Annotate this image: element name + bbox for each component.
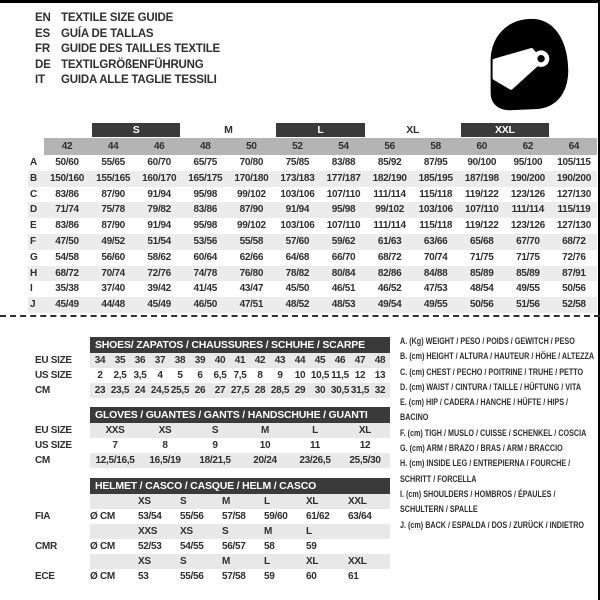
measure-value-cell: 47/53 xyxy=(423,283,448,295)
measure-value-cell: 41/45 xyxy=(193,283,218,295)
size-value-cell: 38 xyxy=(174,355,186,366)
measure-value-cell: 75/78 xyxy=(90,202,136,218)
size-header-cell: M xyxy=(222,496,231,507)
numeric-size-header: 62 xyxy=(505,138,551,155)
size-header-cell: XXL xyxy=(348,556,367,567)
language-row xyxy=(35,42,220,58)
measure-value-cell: 123/126 xyxy=(510,220,545,232)
language-code: EN xyxy=(35,12,51,24)
size-group-label: S xyxy=(92,123,180,137)
page-title-en: TEXTILE SIZE GUIDE xyxy=(61,12,174,24)
size-value-cell: 44 xyxy=(294,355,306,366)
numeric-size-header: 60 xyxy=(459,138,505,155)
measure-value-cell: 63/66 xyxy=(413,234,459,250)
certification-label: CMR xyxy=(35,541,57,552)
measure-value-cell: 50/60 xyxy=(55,157,79,168)
size-value-cell: 7,5 xyxy=(233,370,247,381)
legend-item: I. (cm) SHOULDERS / HOMBROS / ÉPAULES / SCHULTERN / SPALLE xyxy=(400,488,556,515)
measure-value-cell: 84/88 xyxy=(413,266,459,282)
size-header-cell: M xyxy=(264,526,273,537)
measure-row-label: G xyxy=(30,251,38,263)
size-value-cell: 26 xyxy=(194,385,206,396)
numeric-size-header: 54 xyxy=(320,138,366,155)
size-value-cell: 57/58 xyxy=(222,511,246,522)
unit-label: Ø CM xyxy=(90,571,115,582)
page-title-de: TEXTILGRÖßENFÜHRUNG xyxy=(61,58,204,71)
measure-value-cell: 68/72 xyxy=(551,234,597,250)
measure-value-cell: 111/114 xyxy=(505,202,551,218)
measure-row-label: B xyxy=(28,171,44,187)
size-value-cell: 45 xyxy=(314,355,326,366)
size-value-cell: 9 xyxy=(212,440,218,451)
size-value-cell: 10,5 xyxy=(310,370,330,381)
size-value-cell: 8 xyxy=(257,370,263,381)
size-value-cell: 36 xyxy=(134,355,146,366)
measure-value-cell: 49/55 xyxy=(413,297,459,313)
size-value-cell: 27,5 xyxy=(230,385,250,396)
measure-value-cell: 111/114 xyxy=(373,188,406,200)
size-header-cell: XL xyxy=(306,556,319,567)
measure-value-cell: 51/56 xyxy=(505,297,551,313)
language-code: FR xyxy=(35,43,50,56)
size-header-cell: XS xyxy=(138,496,151,507)
measure-value-cell: 45/49 xyxy=(136,297,182,313)
size-header-cell: XL xyxy=(306,496,319,507)
numeric-size-header: 50 xyxy=(228,138,274,155)
size-header-cell: L xyxy=(264,556,270,567)
measure-value-cell: 190/200 xyxy=(551,171,597,187)
measure-value-cell: 50/56 xyxy=(459,297,505,313)
measure-value-cell: 56/60 xyxy=(101,251,125,263)
measure-value-cell: 115/118 xyxy=(419,220,453,232)
size-header-cell: L xyxy=(264,496,270,507)
measure-value-cell: 103/106 xyxy=(280,188,315,200)
measure-value-cell: 87/95 xyxy=(423,157,448,168)
measure-value-cell: 107/110 xyxy=(326,188,361,200)
size-header-cell: S xyxy=(180,496,187,507)
measure-value-cell: 45/50 xyxy=(285,283,310,295)
size-value-cell: 42 xyxy=(254,355,266,366)
size-value-cell: 9 xyxy=(277,370,283,381)
numeric-size-header: 42 xyxy=(44,138,90,155)
measure-value-cell: 87/90 xyxy=(101,188,125,200)
size-value-cell: XS xyxy=(158,425,172,436)
measure-value-cell: 87/90 xyxy=(228,202,274,218)
measure-value-cell: 107/110 xyxy=(459,202,505,218)
measure-value-cell: 105/115 xyxy=(557,157,591,168)
size-value-cell: 52/53 xyxy=(138,541,162,552)
measure-value-cell: 44/48 xyxy=(90,297,136,313)
measure-value-cell: 127/130 xyxy=(556,220,591,232)
measure-value-cell: 71/75 xyxy=(470,251,494,263)
measure-value-cell: 68/72 xyxy=(44,266,90,282)
language-row xyxy=(35,11,220,27)
measure-value-cell: 91/94 xyxy=(147,220,171,232)
measure-value-cell: 60/64 xyxy=(193,251,218,263)
measure-value-cell: 83/86 xyxy=(55,188,79,200)
measure-value-cell: 190/200 xyxy=(505,171,551,187)
measure-value-cell: 46/50 xyxy=(182,297,228,313)
row-label: CM xyxy=(35,385,50,396)
size-value-cell: 23,5 xyxy=(110,385,130,396)
size-value-cell: 63/64 xyxy=(348,511,372,522)
measure-value-cell: 58/62 xyxy=(147,251,171,263)
measure-value-cell: 43/47 xyxy=(239,283,264,295)
page-title-fr: GUIDE DES TAILLES TEXTILE xyxy=(61,43,220,56)
size-value-cell: 29 xyxy=(294,385,306,396)
measure-value-cell: 80/84 xyxy=(320,266,366,282)
measure-value-cell: 39/42 xyxy=(147,283,171,295)
size-value-cell: 18/21,5 xyxy=(199,455,231,466)
size-value-cell: 11,5 xyxy=(331,370,349,381)
measure-value-cell: 47/51 xyxy=(228,297,274,313)
racing-helmet-icon xyxy=(479,16,576,113)
row-label: CM xyxy=(35,455,50,466)
size-value-cell: 34 xyxy=(94,355,106,366)
measure-value-cell: 95/100 xyxy=(513,157,543,168)
size-value-cell: 61 xyxy=(348,571,359,582)
size-value-cell: 23/26,5 xyxy=(299,455,331,466)
size-value-cell: 12 xyxy=(359,440,371,451)
legend-item: A. (Kg) WEIGHT / PESO / POIDS / GEWITCH / PESO xyxy=(400,336,575,346)
language-code: IT xyxy=(35,74,45,87)
measure-value-cell: 55/58 xyxy=(228,234,274,250)
measure-value-cell: 87/91 xyxy=(551,266,597,282)
size-value-cell: 53 xyxy=(138,571,149,582)
measure-value-cell: 61/63 xyxy=(367,234,413,250)
measure-value-cell: 185/195 xyxy=(413,171,459,187)
size-value-cell: 59 xyxy=(306,541,317,552)
certification-label: FIA xyxy=(35,511,51,522)
measure-row-label: E xyxy=(30,220,37,232)
measure-value-cell: 91/94 xyxy=(274,202,320,218)
measure-row-label: D xyxy=(28,202,44,218)
size-value-cell: L xyxy=(312,425,318,436)
measure-row-label: A xyxy=(30,157,37,168)
size-value-cell: 24 xyxy=(134,385,146,396)
table-title: HELMET / CASCO / CASQUE / HELM / CASCO xyxy=(90,478,390,494)
size-value-cell: 61/62 xyxy=(306,511,330,522)
row-label: US SIZE xyxy=(35,440,72,451)
measure-value-cell: 99/102 xyxy=(367,202,413,218)
measure-value-cell: 68/72 xyxy=(377,251,402,263)
legend-item: E. (cm) HIP / CADERA / HANCHE / HÜFTE / HIPS / BACINO xyxy=(400,397,569,423)
table-title: SHOES/ ZAPATOS / CHAUSSURES / SCHUHE / SCARPE xyxy=(90,337,390,353)
measure-value-cell: 67/70 xyxy=(505,234,551,250)
legend-item: H. (cm) INSIDE LEG / ENTREPIERNA / FOURCHE / SCHRITT / FORCELLA xyxy=(400,458,571,484)
unit-label: Ø CM xyxy=(90,541,115,552)
measure-value-cell: 111/114 xyxy=(373,220,406,232)
measure-value-cell: 119/122 xyxy=(465,188,499,200)
size-header-cell: M xyxy=(222,556,231,567)
measure-value-cell: 173/183 xyxy=(274,171,320,187)
size-value-cell: 7 xyxy=(112,440,118,451)
language-title-list xyxy=(35,11,220,89)
size-group-label: XXL xyxy=(461,123,549,137)
measure-value-cell: 78/82 xyxy=(274,266,320,282)
measure-value-cell: 99/102 xyxy=(236,188,266,200)
size-value-cell: 2,5 xyxy=(113,370,127,381)
measure-value-cell: 99/102 xyxy=(236,220,266,232)
measure-value-cell: 79/82 xyxy=(136,202,182,218)
legend-item: F. (cm) TIGH / MUSLO / CUISSE / SCHENKEL / COSCIA xyxy=(400,427,587,438)
size-value-cell: 58 xyxy=(264,541,275,552)
row-label: US SIZE xyxy=(35,370,72,381)
measure-value-cell: 83/86 xyxy=(182,202,228,218)
measure-value-cell: 65/68 xyxy=(459,234,505,250)
size-value-cell: 59/60 xyxy=(264,511,288,522)
measure-value-cell: 119/122 xyxy=(465,220,499,232)
size-value-cell: 28,5 xyxy=(270,385,290,396)
measure-value-cell: 46/52 xyxy=(377,283,402,295)
measure-value-cell: 85/92 xyxy=(377,157,402,168)
size-value-cell: 48 xyxy=(374,355,386,366)
size-value-cell: 30,5 xyxy=(330,385,350,396)
measure-value-cell: 76/80 xyxy=(228,266,274,282)
dashed-divider xyxy=(0,315,600,317)
measure-value-cell: 71/74 xyxy=(44,202,90,218)
page-title-it: GUIDA ALLE TAGLIE TESSILI xyxy=(61,74,217,87)
size-value-cell: 4 xyxy=(157,370,163,381)
legend-item: G. (cm) ARM / BRAZO / BRAS / ARM / BRACCIO xyxy=(400,443,563,454)
measure-row-label: F xyxy=(28,234,44,250)
measure-value-cell: 71/75 xyxy=(516,251,540,263)
size-value-cell: 57/58 xyxy=(222,571,246,582)
size-value-cell: 35 xyxy=(114,355,126,366)
measure-value-cell: 83/88 xyxy=(331,157,356,168)
legend-item: B. (cm) HEIGHT / ALTURA / HAUTEUR / HÖHE / ALTEZZA xyxy=(400,351,595,362)
measure-value-cell: 123/126 xyxy=(510,188,545,200)
numeric-size-header: 48 xyxy=(182,138,228,155)
size-value-cell: 55/56 xyxy=(180,571,204,582)
size-header-cell: L xyxy=(306,526,312,537)
measure-value-cell: 49/54 xyxy=(367,297,413,313)
size-header-cell: XXL xyxy=(348,496,367,507)
measure-row-label: C xyxy=(30,188,37,200)
measure-value-cell: 47/50 xyxy=(44,234,90,250)
size-value-cell: 6 xyxy=(197,370,203,381)
size-value-cell: 46 xyxy=(334,355,346,366)
size-group-label: L xyxy=(276,123,364,137)
numeric-size-header: 64 xyxy=(551,138,597,155)
shoes-grid xyxy=(35,337,390,398)
measure-value-cell: 49/52 xyxy=(90,234,136,250)
size-value-cell: 41 xyxy=(234,355,246,366)
size-value-cell: 59 xyxy=(264,571,275,582)
legend-item: C. (cm) CHEST / PECHO / POITRINE / TRUHE / PETTO xyxy=(400,366,584,377)
size-group-label: M xyxy=(224,124,233,136)
measure-value-cell: 48/53 xyxy=(320,297,366,313)
measure-value-cell: 90/100 xyxy=(467,157,497,168)
top-border-line xyxy=(0,0,600,3)
size-value-cell: 53/54 xyxy=(138,511,162,522)
legend-item: D. (cm) WAIST / CINTURA / TAILLE / HÜFTUNG / VITA xyxy=(400,381,582,392)
size-value-cell: 13 xyxy=(374,370,386,381)
measure-value-cell: 103/106 xyxy=(413,202,459,218)
measure-value-cell: 65/75 xyxy=(193,157,218,168)
size-value-cell: M xyxy=(260,425,270,436)
size-value-cell: 27 xyxy=(214,385,226,396)
measure-value-cell: 170/180 xyxy=(228,171,274,187)
numeric-size-header: 52 xyxy=(274,138,320,155)
size-value-cell: 16,5/19 xyxy=(149,455,181,466)
size-value-cell: 47 xyxy=(354,355,366,366)
language-row xyxy=(35,58,220,74)
measure-row-label: J xyxy=(28,297,44,313)
size-header-cell: XS xyxy=(180,526,193,537)
helmet-grid xyxy=(35,478,390,584)
size-header-cell: S xyxy=(222,526,229,537)
measure-value-cell: 115/118 xyxy=(419,188,453,200)
measure-value-cell: 82/86 xyxy=(367,266,413,282)
size-value-cell: XXS xyxy=(105,425,125,436)
measure-value-cell: 75/85 xyxy=(285,157,310,168)
measure-value-cell: 150/160 xyxy=(44,171,90,187)
size-value-cell: 56/57 xyxy=(222,541,246,552)
measure-value-cell: 115/119 xyxy=(551,202,597,218)
language-code: ES xyxy=(35,27,50,40)
measure-value-cell: 54/58 xyxy=(55,251,79,263)
size-value-cell: 31,5 xyxy=(350,385,370,396)
measure-value-cell: 45/49 xyxy=(44,297,90,313)
table-title: GLOVES / GUANTES / GANTS / HANDSCHUHE / GUANTI xyxy=(90,407,390,423)
size-value-cell: S xyxy=(211,425,219,436)
size-value-cell: 10 xyxy=(294,370,306,381)
measure-value-cell: 57/60 xyxy=(274,234,320,250)
size-value-cell: 25,5 xyxy=(170,385,190,396)
measure-value-cell: 83/86 xyxy=(55,220,79,232)
language-row xyxy=(35,73,220,89)
size-header-cell: XXS xyxy=(138,526,158,537)
size-value-cell: 55/56 xyxy=(180,511,204,522)
measure-value-cell: 85/89 xyxy=(505,266,551,282)
measure-value-cell: 50/56 xyxy=(562,283,586,295)
size-value-cell: 8 xyxy=(162,440,168,451)
measure-value-cell: 59/62 xyxy=(320,234,366,250)
measure-value-cell: 66/70 xyxy=(331,251,356,263)
size-value-cell: 3,5 xyxy=(133,370,147,381)
measure-row-label: I xyxy=(30,283,33,295)
size-value-cell: 43 xyxy=(274,355,286,366)
numeric-size-header: 58 xyxy=(413,138,459,155)
measure-value-cell: 85/89 xyxy=(459,266,505,282)
measure-value-cell: 187/198 xyxy=(459,171,505,187)
measure-value-cell: 107/110 xyxy=(326,220,361,232)
measurement-legend xyxy=(400,334,596,533)
size-value-cell: 10 xyxy=(259,440,271,451)
size-value-cell: 12 xyxy=(354,370,366,381)
measure-value-cell: 52/58 xyxy=(551,297,597,313)
measure-value-cell: 53/56 xyxy=(182,234,228,250)
size-value-cell: 39 xyxy=(194,355,206,366)
size-value-cell: XL xyxy=(358,425,372,436)
measure-value-cell: 64/68 xyxy=(285,251,310,263)
measure-value-cell: 155/165 xyxy=(90,171,136,187)
size-value-cell: 24,5 xyxy=(150,385,170,396)
measure-value-cell: 182/190 xyxy=(367,171,413,187)
measure-value-cell: 37/40 xyxy=(101,283,125,295)
size-value-cell: 5 xyxy=(177,370,183,381)
measure-value-cell: 35/38 xyxy=(55,283,79,295)
size-value-cell: 28 xyxy=(254,385,266,396)
size-value-cell: 6,5 xyxy=(213,370,227,381)
row-label: EU SIZE xyxy=(35,425,72,436)
numeric-size-header: 46 xyxy=(136,138,182,155)
measure-value-cell: 48/52 xyxy=(274,297,320,313)
measure-value-cell: 95/98 xyxy=(193,220,218,232)
size-value-cell: 20/24 xyxy=(253,455,277,466)
size-value-cell: 2 xyxy=(97,370,103,381)
measure-value-cell: 55/65 xyxy=(101,157,125,168)
measure-value-cell: 91/94 xyxy=(147,188,171,200)
measure-value-cell: 48/54 xyxy=(470,283,494,295)
size-value-cell: 30 xyxy=(314,385,326,396)
measure-value-cell: 70/74 xyxy=(90,266,136,282)
certification-label: ECE xyxy=(35,571,55,582)
numeric-size-header: 56 xyxy=(367,138,413,155)
size-value-cell: 12,5/16,5 xyxy=(95,455,135,466)
size-value-cell: 25,5/30 xyxy=(349,455,381,466)
row-label: EU SIZE xyxy=(35,355,72,366)
measure-row-label: H xyxy=(28,266,44,282)
size-header-cell: S xyxy=(180,556,187,567)
size-value-cell: 40 xyxy=(214,355,226,366)
measure-value-cell: 177/187 xyxy=(320,171,366,187)
measure-value-cell: 127/130 xyxy=(556,188,591,200)
size-header-cell: XS xyxy=(138,556,151,567)
measure-value-cell: 103/106 xyxy=(280,220,315,232)
measure-value-cell: 74/78 xyxy=(182,266,228,282)
measure-value-cell: 49/55 xyxy=(516,283,540,295)
size-value-cell: 54/55 xyxy=(180,541,204,552)
unit-label: Ø CM xyxy=(90,511,115,522)
numeric-size-header: 44 xyxy=(90,138,136,155)
measure-value-cell: 70/80 xyxy=(239,157,264,168)
measure-value-cell: 70/74 xyxy=(423,251,448,263)
legend-item: J. (cm) BACK / ESPALDA / DOS / ZURÜCK / INDIETRO xyxy=(400,519,585,530)
measure-value-cell: 72/76 xyxy=(562,251,586,263)
page-title-es: GUÍA DE TALLAS xyxy=(61,27,154,40)
measure-value-cell: 72/76 xyxy=(136,266,182,282)
measure-value-cell: 160/170 xyxy=(136,171,182,187)
gloves-grid xyxy=(35,407,390,468)
language-row xyxy=(35,27,220,43)
measure-value-cell: 62/66 xyxy=(239,251,264,263)
size-group-label: XL xyxy=(406,124,420,136)
measure-value-cell: 46/51 xyxy=(331,283,356,295)
measure-value-cell: 95/98 xyxy=(193,188,218,200)
size-value-cell: 37 xyxy=(154,355,166,366)
measure-value-cell: 165/175 xyxy=(182,171,228,187)
size-value-cell: 23 xyxy=(94,385,106,396)
language-code: DE xyxy=(35,58,51,71)
measure-value-cell: 51/54 xyxy=(136,234,182,250)
textile-grid xyxy=(28,121,597,313)
measure-value-cell: 87/90 xyxy=(101,220,125,232)
size-value-cell: 32 xyxy=(374,385,386,396)
measure-value-cell: 95/98 xyxy=(320,202,366,218)
measure-value-cell: 60/70 xyxy=(147,157,171,168)
size-value-cell: 11 xyxy=(310,440,320,451)
size-value-cell: 60 xyxy=(306,571,317,582)
